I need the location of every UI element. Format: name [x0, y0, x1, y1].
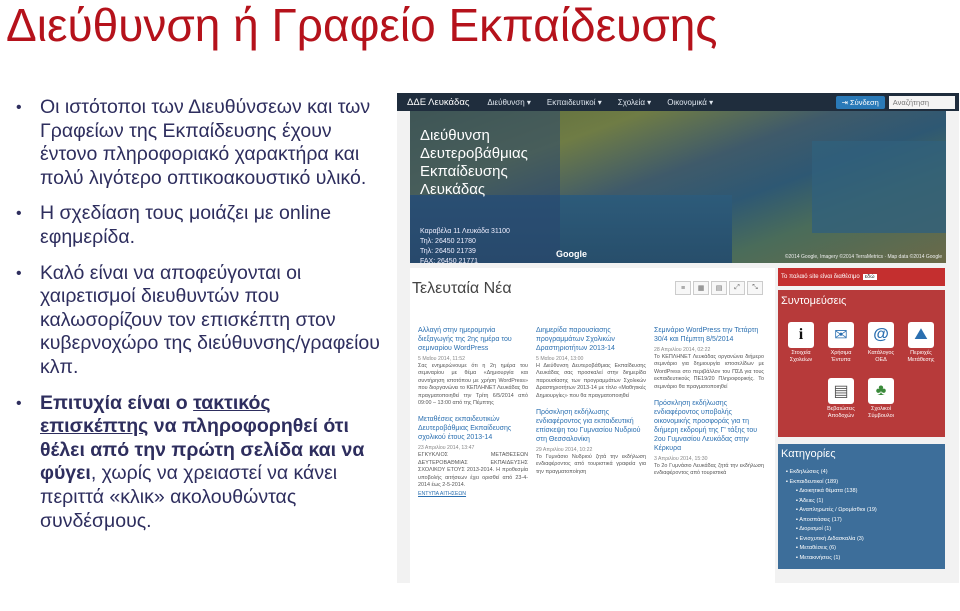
category-label: Εκπαιδευτικοί (189): [789, 478, 839, 485]
map-of-greece-icon: ⛰: [908, 322, 934, 348]
article-title[interactable]: Πρόσκληση εκδήλωσης ενδιαφέροντος για εκπαιδευτική επίσκεψη του Γυμνασίου Νυδριού στη Θεσσαλονίκη: [536, 409, 641, 444]
article-date: 5 Μαΐου 2014, 13:00: [536, 356, 584, 362]
news-column: [654, 326, 764, 505]
bullet-emphasis: τακτικός επισκέπτης: [40, 391, 271, 438]
hero-title: Διεύθυνση Δευτεροβάθμιας Εκπαίδευσης Λευκάδας: [420, 127, 528, 198]
shortcut-forms[interactable]: [822, 322, 860, 363]
article-title[interactable]: Μεταθέσεις εκπαιδευτικών Δευτεροβάθμιας Εκπαίδευσης σχολικού έτους 2013-14: [418, 416, 512, 442]
bullet-text: , χωρίς να χρειαστεί να κάνει περιττά «κλικ» ακολουθώντας συνδέσμους.: [40, 462, 338, 532]
shortcut-pay-certificates[interactable]: [822, 378, 860, 419]
category-item[interactable]: ▪ Εκπαιδευτικοί (189): [786, 478, 839, 485]
info-icon: i: [788, 322, 814, 348]
envelope-icon: ✉: [828, 322, 854, 348]
bullet-text: Οι ιστότοποι των Διευθύνσεων και των Γραφείων της Εκπαίδευσης έχουν έντονο πληροφοριακό χαρακτήρα και πολύ λιγότερο οπτικοακουστικό υλικό.: [40, 96, 371, 189]
category-item[interactable]: ▪ Αποσπάσεις (17): [796, 516, 842, 523]
shortcut-label: Χρήσιμα Έντυπα: [830, 350, 852, 363]
news-article: [536, 408, 646, 476]
categories-title: Κατηγορίες: [781, 448, 836, 460]
category-label: Εκδηλώσεις (4): [789, 469, 828, 475]
nav-item-finance[interactable]: Οικονομικά ▾: [667, 97, 714, 107]
category-item[interactable]: ▪ Διοικητικά θέματα (138): [796, 488, 858, 494]
article-date: 29 Απριλίου 2014, 10:22: [536, 447, 593, 454]
bullet-text: Καλό είναι να αποφεύγονται οι χαιρετισμοί διευθυντών που καλωσορίζουν τον επισκέπτη στον κυβερνοχώρο της διεύθυνσης/γραφείου κλπ.: [40, 261, 380, 378]
phone: Τηλ: 26450 21739: [420, 248, 476, 255]
site-navbar: [397, 93, 959, 111]
bullet-item: [10, 262, 382, 380]
expand-icon[interactable]: ⤢: [729, 281, 745, 295]
category-item[interactable]: ▪ Διορισμοί (1): [796, 526, 832, 532]
collapse-icon[interactable]: ⤡: [747, 281, 763, 295]
news-article: [654, 326, 764, 391]
slide-title: Διεύθυνση ή Γραφείο Εκπαίδευσης: [6, 0, 718, 51]
category-label: Άδειες (1): [799, 497, 824, 504]
bullet-item: [10, 96, 382, 190]
shortcut-label: Σχολικοί Σύμβουλοι: [868, 406, 894, 419]
article-date: 28 Απριλίου 2014, 02:22: [654, 347, 711, 353]
article-date: 3 Απριλίου 2014, 15:30: [654, 456, 708, 463]
article-body: Η Διεύθυνση Δευτεροβάθμιας Εκπαίδευσης Λευκάδας σας προσκαλεί στην διημερίδα παρουσίασης των προγραμμάτων Σχολικών Δραστηριοτήτων 2013-14 με τίτλο «Μαθητικές Δημιουργίες» που θα πραγματοποιηθεί: [536, 363, 646, 399]
categories-list: [786, 468, 877, 563]
bullet-text: Επιτυχία είναι ο: [40, 391, 194, 414]
category-label: Αναπληρωτές / Ωρομίσθιοι (19): [799, 507, 877, 513]
article-link[interactable]: ΕΝΤΥΠΑ ΑΙΤΗΣΕΩΝ: [418, 491, 467, 498]
phone: Τηλ: 26450 21780: [420, 238, 476, 245]
news-title: Τελευταία Νέα: [412, 280, 512, 297]
article-body: Το 2ο Γυμνάσιο Λευκάδας ζητά την εκδήλωση ενδιαφέροντος από τουριστικά: [654, 463, 764, 477]
category-item[interactable]: ▪ Μεταθέσεις (6): [796, 545, 836, 551]
bullet-item: [10, 392, 382, 534]
bullet-text: Η σχεδίαση τους μοιάζει με online εφημερίδα.: [40, 202, 332, 248]
shortcut-label: Βεβαιώσεις Αποδοχών: [827, 406, 855, 419]
news-article: [536, 326, 646, 400]
category-label: Διορισμοί (1): [799, 526, 832, 532]
article-body: Σας ενημερώνουμε ότι η 2η ημέρα του σεμιναρίου με θέμα «Δημιουργία και συντήρηση ιστοτόπου με χρήση WordPress» που διοργανώνει το ΚΕΠΛΗΝΕΤ Λευκάδας θα πραγματοποιηθεί την Τρίτη 6/5/2014 από 09:00 – 13:00 από της Πέμπτης: [418, 363, 528, 407]
sidebar: [778, 268, 945, 583]
category-item[interactable]: ▪ Εκδηλώσεις (4): [786, 469, 828, 475]
category-label: Μεταθέσεις (6): [799, 545, 836, 551]
shortcut-label: Κατάλογος ΟΕΔ: [867, 350, 895, 363]
article-title[interactable]: Αλλαγή στην ημερομηνία διεξαγωγής της 2ης ημέρα του σεμιναρίου WordPress: [418, 327, 512, 352]
news-column: [418, 326, 528, 505]
nav-item-teachers[interactable]: Εκπαιδευτικοί ▾: [546, 97, 602, 107]
article-date: 23 Απριλίου 2014, 13:47: [418, 445, 475, 452]
category-item[interactable]: ▪ Αναπληρωτές / Ωρομίσθιοι (19): [796, 507, 877, 513]
shortcuts-panel: [778, 290, 945, 437]
category-item[interactable]: ▪ Ενισχυτική Διδασκαλία (3): [796, 535, 864, 542]
category-label: Μετακινήσεις (1): [799, 554, 841, 561]
bullet-list: [10, 96, 382, 545]
article-title[interactable]: Σεμινάριο WordPress την Τετάρτη 30/4 και Πέμπτη 8/5/2014: [654, 327, 759, 343]
news-article: [418, 326, 528, 407]
hero-map: [410, 111, 946, 263]
alert-text: Το παλαιό site είναι διαθέσιμο: [781, 274, 860, 280]
nav-item-schools[interactable]: Σχολεία ▾: [617, 97, 652, 107]
category-label: Διοικητικά θέματα (138): [799, 488, 858, 494]
shortcuts-title: Συντομεύσεις: [781, 295, 847, 307]
shortcut-label: Περιοχές Μετάθεσης: [907, 350, 935, 363]
category-item[interactable]: ▪ Μετακινήσεις (1): [796, 554, 841, 561]
news-columns: [418, 326, 764, 505]
article-body: Το ΚΕΠΛΗΝΕΤ Λευκάδας οργανώνει διήμερο σεμινάριο για δημιουργία ιστοσελίδων με WordPress στο περιβάλλον του ΠΣΔ για τους εκπαιδευτικούς ΠΕ19/20 Πληροφορικής. Το σεμινάριο θα πραγματοποιηθεί: [654, 354, 764, 390]
categories-panel: [778, 444, 945, 569]
website-screenshot: [397, 93, 959, 583]
shortcut-label: Στοιχεία Σχολείων: [789, 350, 813, 363]
login-button[interactable]: [836, 96, 885, 109]
bullet-text: να πληροφορηθεί ότι θέλει από την πρώτη σελίδα και να φύγει: [40, 415, 365, 485]
tree-icon: ♣: [868, 378, 894, 404]
article-date: 5 Μαΐου 2014, 11:52: [418, 356, 465, 362]
certificate-icon: ▤: [828, 378, 854, 404]
fax: FAX: 26450 21771: [420, 258, 478, 265]
article-body: ΕΓΚΥΚΛΙΟΣ ΜΕΤΑΘΕΣΕΩΝ ΔΕΥΤΕΡΟΒΑΘΜΙΑΣ ΕΚΠΑΙΔΕΥΣΗΣ ΣΧΟΛΙΚΟΥ ΕΤΟΥΣ 2013-2014. Η προθεσμία υποβολής αιτήσεων έχει ορισθεί από 23-4-2014 έως 2-5-2014.: [418, 452, 528, 489]
column-view-icon[interactable]: ▤: [711, 281, 727, 295]
shortcut-advisors[interactable]: [862, 378, 900, 419]
view-toolbar: [675, 281, 763, 295]
login-icon: ⇥: [841, 97, 850, 107]
site-brand[interactable]: ΔΔΕ Λευκάδας: [407, 96, 470, 108]
old-site-link[interactable]: εδώ: [864, 274, 875, 280]
category-label: Αποσπάσεις (17): [799, 516, 842, 523]
shortcut-oed-catalog[interactable]: [862, 322, 900, 363]
list-view-icon[interactable]: ≡: [675, 281, 691, 295]
address: Καραβέλα 11 Λευκάδα 31100: [420, 228, 510, 235]
search-input[interactable]: Αναζήτηση: [889, 96, 955, 109]
article-title[interactable]: Διημερίδα παρουσίασης προγραμμάτων Σχολικών Δραστηριοτήτων 2013-14: [536, 327, 615, 352]
shortcut-transfer-areas[interactable]: [902, 322, 940, 363]
old-site-alert: [778, 268, 945, 286]
news-column: [536, 326, 646, 505]
category-item[interactable]: ▪ Άδειες (1): [796, 497, 824, 504]
news-panel: [410, 268, 775, 583]
article-title[interactable]: Πρόσκληση εκδήλωσης ενδιαφέροντος υποβολής οικονομικής προσφοράς για τη διήμερη εκδρομή της Γ' τάξης του 2ου Γυμνασίου Λευκάδας στην Κέρκυρα: [654, 400, 758, 453]
google-logo: Google: [556, 249, 587, 259]
bullet-item: [10, 202, 382, 249]
news-article: [418, 415, 528, 497]
article-body: Το Γυμνάσιο Νυδριού ζητά την εκδήλωση ενδιαφέροντος από τουριστικά γραφεία για την πραγματοποίηση: [536, 454, 646, 475]
shortcut-school-info[interactable]: [782, 322, 820, 363]
news-article: [654, 399, 764, 478]
map-credit: ©2014 Google, Imagery ©2014 TerraMetrics · Map data ©2014 Google: [784, 254, 942, 260]
nav-item-direction[interactable]: Διεύθυνση ▾: [487, 97, 531, 107]
grid-view-icon[interactable]: ▦: [693, 281, 709, 295]
at-sign-icon: @: [868, 322, 894, 348]
category-label: Ενισχυτική Διδασκαλία (3): [799, 535, 864, 542]
login-label: Σύνδεση: [849, 97, 879, 107]
